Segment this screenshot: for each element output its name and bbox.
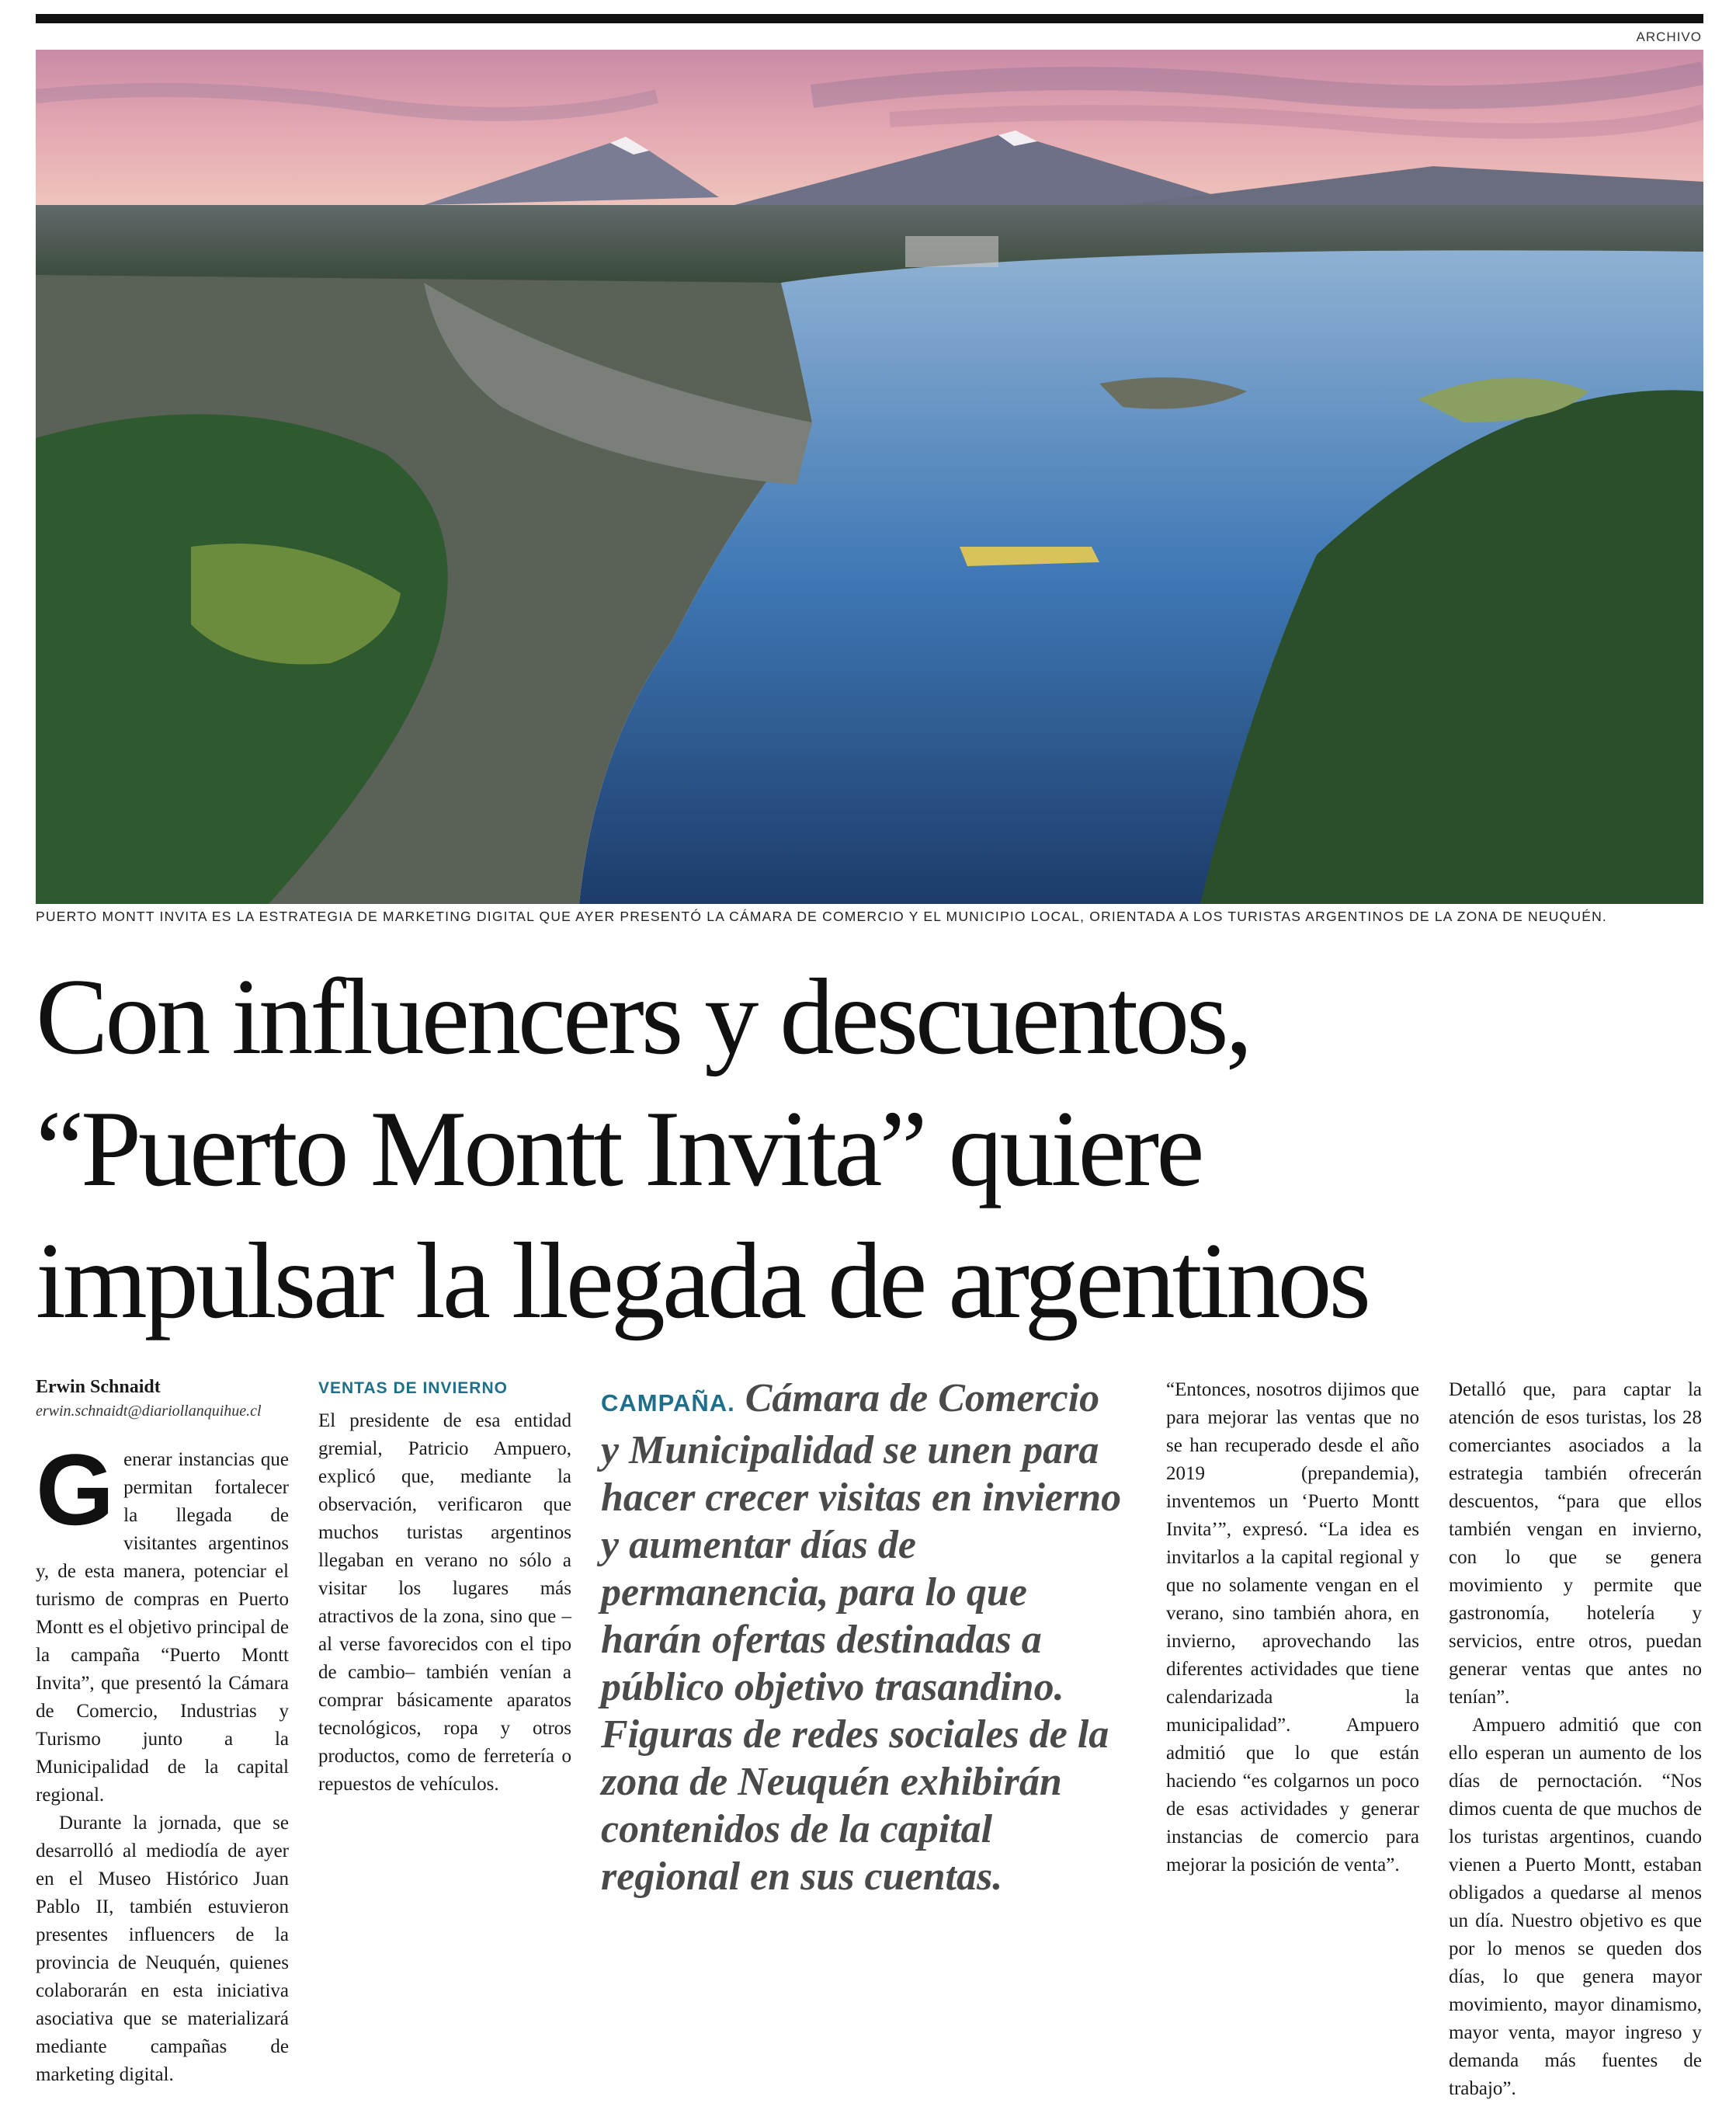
headline-line-1: Con influencers y descuentos, — [36, 957, 1250, 1077]
section-subhead: VENTAS DE INVIERNO — [318, 1379, 508, 1397]
article-paragraph-1 — [36, 1433, 289, 1809]
article-paragraph-3: El presidente de esa entidad gremial, Patricio Ampuero, explicó que, mediante la observación, verificaron que muchos turistas argentinos llegaban en verano no sólo a visitar los lugares más atractivos de la zona, sino que –al verse favorecidos con el tipo de cambio– también venían a comprar básicamente aparatos tecnológicos, ropa y otros productos, como de ferretería o repuestos de vehículos. — [318, 1410, 571, 1795]
pull-quote — [601, 1375, 1126, 1900]
top-rule — [36, 14, 1703, 23]
article-paragraph-1-text: enerar instancias que permitan fortalecer la llegada de visitantes argentinos y, de esta manera, potenciar el turismo de compras en Puerto Montt es el objetivo principal de la campaña “Puerto Montt Invita”, que presentó la Cámara de Comercio, Industrias y Turismo junto a la Municipalidad de la capital regional. — [36, 1449, 289, 1806]
article-column-5 — [1449, 1376, 1702, 2103]
article-paragraph-5: Detalló que, para captar la atención de esos turistas, los 28 comerciantes asociados a la estrategia también ofrecerán descuentos, “para que ellos también vengan en invierno, con lo que se genera movimiento y permite que gastronomía, hotelería y servicios, entre otros, puedan generar ventas que antes no tenían”. — [1449, 1379, 1702, 1708]
article-paragraph-4: “Entonces, nosotros dijimos que para mejorar las ventas que no se han recuperado desde el año 2019 (prepandemia), inventemos un ‘Puerto Montt Invita’”, expresó. “La idea es invitarlos a la capital regional y que no solamente vengan en el verano, sino también ahora, en invierno, aprovechando las diferentes actividades que tiene calendarizada la municipalidad”. Ampuero admitió que lo que están haciendo “es colgarnos un poco de esas actividades y generar instancias de comercio para mejorar la posición de venta”. — [1166, 1379, 1419, 1875]
headline-line-2: “Puerto Montt Invita” quiere — [36, 1089, 1202, 1209]
pull-quote-text: Cámara de Comercio y Municipalidad se unen para hacer crecer visitas en invierno y aumentar días de permanencia, para lo que harán ofertas destinadas a público objetivo trasandino. Figuras de redes sociales de la zona de Neuquén exhibirán contenidos de la capital regional en sus cuentas. — [601, 1376, 1122, 1899]
article-paragraph-6: Ampuero admitió que con ello esperan un aumento de los días de pernoctación. “Nos dimos cuenta de que muchos de los turistas argentinos, cuando vienen a Puerto Montt, estaban obligados a quedarse al menos un día. Nuestro objetivo es que por lo menos se queden dos días, lo que genera mayor movimiento, mayor dinamismo, mayor venta, mayor ingreso y demanda más fuentes de trabajo”. — [1449, 1715, 1702, 2099]
article-column-1 — [36, 1375, 289, 2089]
pull-quote-label: CAMPAÑA. — [601, 1389, 735, 1416]
dropcap: G — [36, 1433, 115, 1546]
article-paragraph-2: Durante la jornada, que se desarrolló al mediodía de ayer en el Museo Histórico Juan Pablo II, también estuvieron presentes influencers de la provincia de Neuquén, quienes colaborarán en esta iniciativa asociativa que se materializará mediante campañas de marketing digital. — [36, 1813, 289, 2085]
photo-caption: PUERTO MONTT INVITA ES LA ESTRATEGIA DE MARKETING DIGITAL QUE AYER PRESENTÓ LA CÁMARA DE COMERCIO Y EL MUNICIPIO LOCAL, ORIENTADA A LOS TURISTAS ARGENTINOS DE LA ZONA DE NEUQUÉN. — [36, 909, 1607, 924]
article-column-2 — [318, 1375, 571, 1799]
byline-email: erwin.schnaidt@diariollanquihue.cl — [36, 1403, 262, 1420]
aerial-photo-puerto-montt — [36, 50, 1703, 904]
photo-credit: ARCHIVO — [1636, 30, 1702, 44]
byline-author: Erwin Schnaidt — [36, 1377, 161, 1397]
article-column-4 — [1166, 1376, 1419, 1879]
headline — [36, 951, 1713, 1347]
headline-line-3: impulsar la llegada de argentinos — [36, 1221, 1368, 1341]
